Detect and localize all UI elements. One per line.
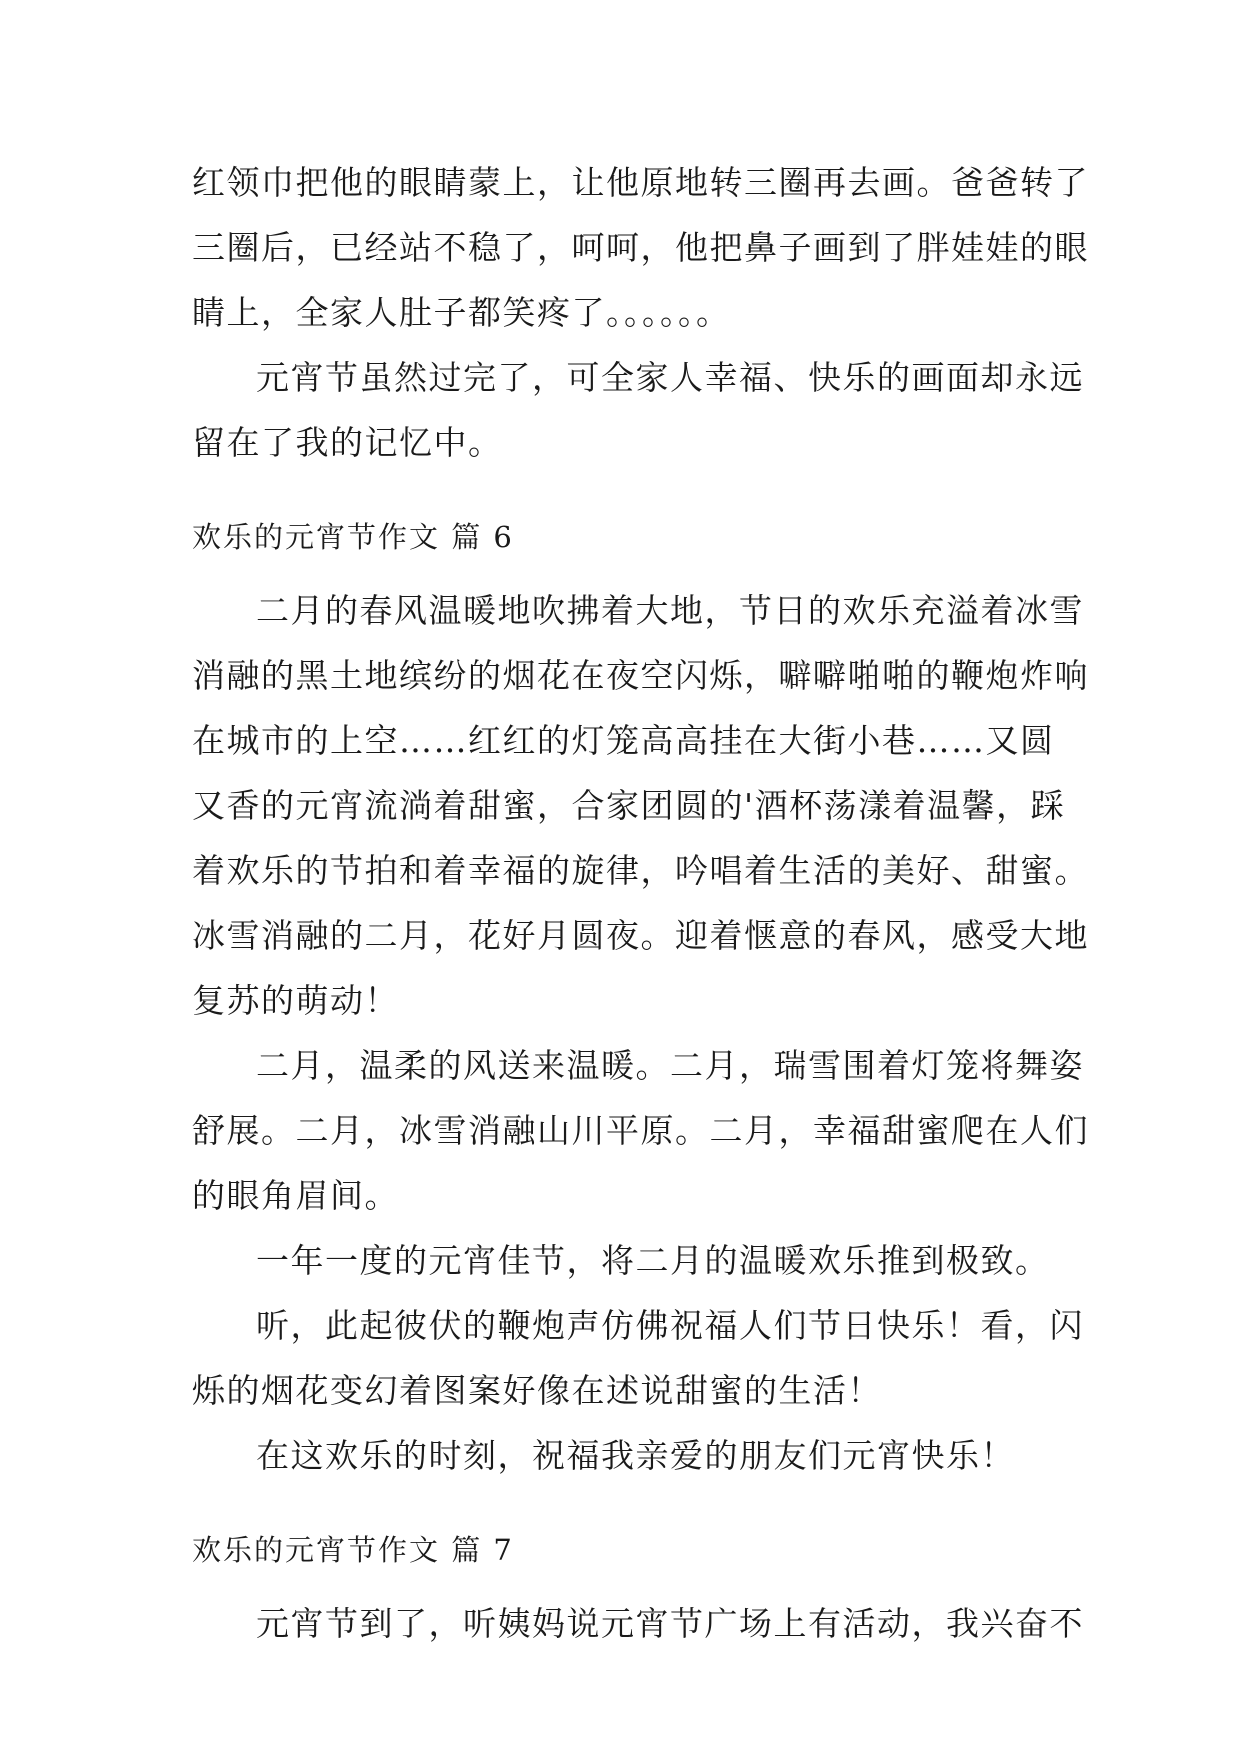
text-line: 在这欢乐的时刻，祝福我亲爱的朋友们元宵快乐！ bbox=[256, 1436, 1015, 1475]
paragraph bbox=[192, 1033, 1089, 1228]
paragraph bbox=[192, 578, 1089, 1033]
text-line: 在城市的上空……红红的灯笼高高挂在大街小巷……又圆 bbox=[192, 721, 1055, 760]
paragraph bbox=[192, 345, 1084, 475]
text-line: 听，此起彼伏的鞭炮声仿佛祝福人们节日快乐！看，闪 bbox=[256, 1306, 1084, 1345]
text-line: 元宵节到了，听姨妈说元宵节广场上有活动，我兴奋不 bbox=[256, 1604, 1084, 1643]
text-line: 又香的元宵流淌着甜蜜，合家团圆的'酒杯荡漾着温馨，踩 bbox=[192, 786, 1066, 825]
text-line: 二月的春风温暖地吹拂着大地，节日的欢乐充溢着冰雪 bbox=[256, 591, 1084, 630]
text-line: 二月，温柔的风送来温暖。二月，瑞雪围着灯笼将舞姿 bbox=[256, 1046, 1084, 1085]
text-line: 睛上，全家人肚子都笑疼了。。。。。。 bbox=[192, 293, 731, 332]
text-line: 舒展。二月，冰雪消融山川平原。二月，幸福甜蜜爬在人们 bbox=[192, 1111, 1089, 1150]
text-line: 元宵节虽然过完了，可全家人幸福、快乐的画面却永远 bbox=[256, 358, 1084, 397]
text-line: 冰雪消融的二月，花好月圆夜。迎着惬意的春风，感受大地 bbox=[192, 916, 1089, 955]
text-line: 红领巾把他的眼睛蒙上，让他原地转三圈再去画。爸爸转了 bbox=[192, 163, 1089, 202]
text-line: 复苏的萌动！ bbox=[192, 981, 399, 1020]
text-line: 三圈后，已经站不稳了，呵呵，他把鼻子画到了胖娃娃的眼 bbox=[192, 228, 1089, 267]
text-line: 消融的黑土地缤纷的烟花在夜空闪烁，噼噼啪啪的鞭炮炸响 bbox=[192, 656, 1089, 695]
paragraph bbox=[192, 1591, 1084, 1656]
document-page bbox=[192, 150, 1089, 1656]
paragraph bbox=[192, 1423, 1052, 1488]
paragraph bbox=[192, 1293, 1084, 1423]
text-line: 着欢乐的节拍和着幸福的旋律，吟唱着生活的美好、甜蜜。 bbox=[192, 851, 1089, 890]
paragraph bbox=[192, 1228, 1052, 1293]
text-line: 一年一度的元宵佳节，将二月的温暖欢乐推到极致。 bbox=[256, 1241, 1050, 1280]
text-line: 烁的烟花变幻着图案好像在述说甜蜜的生活！ bbox=[192, 1371, 882, 1410]
paragraph bbox=[192, 150, 1089, 345]
text-line: 的眼角眉间。 bbox=[192, 1176, 399, 1215]
section-heading: 欢乐的元宵节作文 篇 6 bbox=[192, 520, 514, 554]
section-heading: 欢乐的元宵节作文 篇 7 bbox=[192, 1533, 514, 1567]
text-line: 留在了我的记忆中。 bbox=[192, 423, 503, 462]
